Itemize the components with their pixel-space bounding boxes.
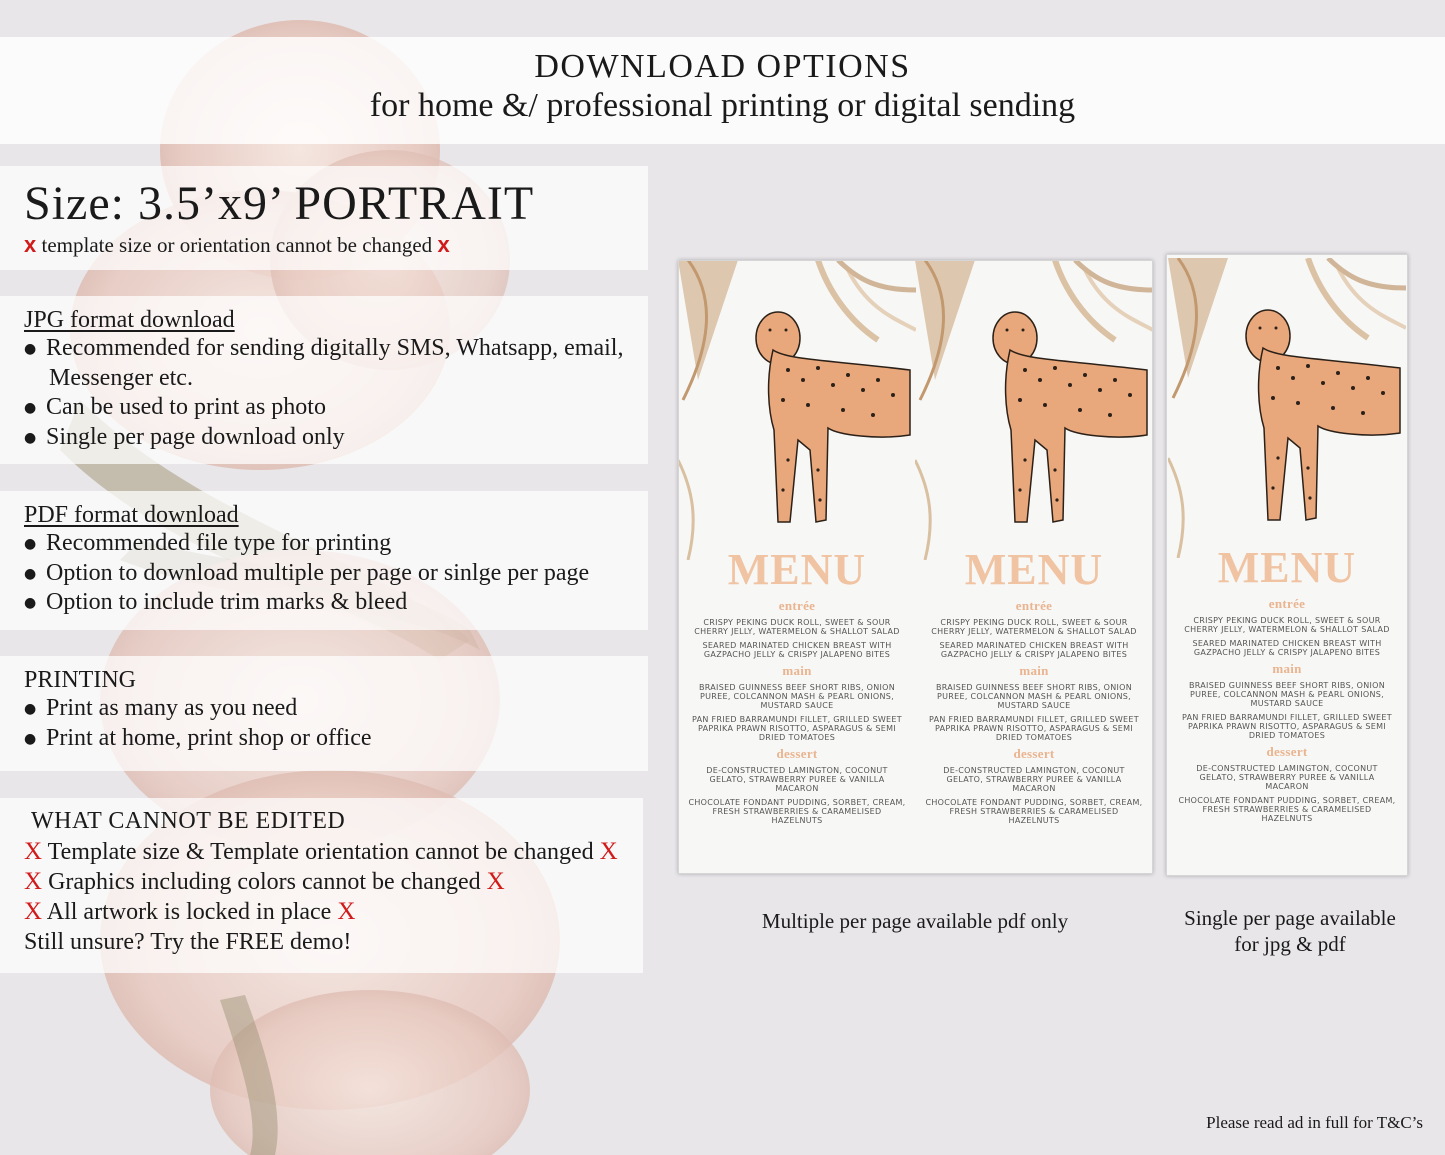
list-item: X Graphics including colors cannot be changed X <box>24 868 505 895</box>
menu-dish: CHOCOLATE FONDANT PUDDING, SORBET, CREAM, FRESH STRAWBERRIES & CARAMELISED HAZELNUTS <box>925 798 1143 825</box>
menu-dish: BRAISED GUINNESS BEEF SHORT RIBS, ONION PUREE, COLCANNON MASH & PEARL ONIONS, MUSTARD SAUCE <box>935 683 1133 710</box>
menu-dish: CRISPY PEKING DUCK ROLL, SWEET & SOUR CHERRY JELLY, WATERMELON & SHALLOT SALAD <box>931 618 1137 636</box>
menu-dish: PAN FRIED BARRAMUNDI FILLET, GRILLED SWEET PAPRIKA PRAWN RISOTTO, ASPARAGUS & SEMI DRIED TOMATOES <box>692 715 902 742</box>
x-mark-icon: X <box>24 898 43 925</box>
menu-sheet-single <box>1166 254 1408 876</box>
menu-title: MENU <box>727 545 867 594</box>
menu-dish: SEARED MARINATED CHICKEN BREAST WITH GAZPACHO JELLY & CRISPY JALAPENO BITES <box>939 641 1129 659</box>
menu-dish: SEARED MARINATED CHICKEN BREAST WITH GAZPACHO JELLY & CRISPY JALAPENO BITES <box>702 641 892 659</box>
x-mark-icon: x <box>24 232 37 257</box>
menu-dish: CRISPY PEKING DUCK ROLL, SWEET & SOUR CHERRY JELLY, WATERMELON & SHALLOT SALAD <box>694 618 900 636</box>
menu-dish: DE-CONSTRUCTED LAMINGTON, COCONUT GELATO, STRAWBERRY PUREE & VANILLA MACARON <box>1196 764 1378 791</box>
page-subtitle: for home &/ professional printing or digital sending <box>369 87 1076 124</box>
list-item: ● Print at home, print shop or office <box>24 724 648 754</box>
jpg-panel <box>0 296 648 464</box>
jpg-title: JPG format download <box>24 307 235 333</box>
list-item: ● Recommended file type for printing <box>24 529 648 559</box>
menu-title: MENU <box>1217 543 1357 592</box>
menu-dish: BRAISED GUINNESS BEEF SHORT RIBS, ONION PUREE, COLCANNON MASH & PEARL ONIONS, MUSTARD SAUCE <box>698 683 896 710</box>
menu-course-label: main <box>782 663 812 678</box>
x-mark-icon: X <box>599 838 618 865</box>
size-title: Size: 3.5’x9’ PORTRAIT <box>24 177 535 230</box>
x-mark-icon: X <box>486 868 505 895</box>
printing-list <box>24 694 648 753</box>
header-banner <box>0 37 1445 144</box>
x-mark-icon: x <box>437 232 450 257</box>
footer-note: Please read ad in full for T&C’s <box>1206 1113 1423 1132</box>
x-mark-icon: X <box>24 838 43 865</box>
list-item: X Template size & Template orientation cannot be changed X <box>24 838 618 865</box>
menu-course-label: entrée <box>1015 598 1053 613</box>
size-note <box>24 232 648 258</box>
size-panel <box>0 166 648 270</box>
cannot-edit-title: WHAT CANNOT BE EDITED <box>31 808 346 834</box>
page-title: DOWNLOAD OPTIONS <box>534 48 911 85</box>
cannot-edit-lines <box>24 837 643 957</box>
menu-dish: SEARED MARINATED CHICKEN BREAST WITH GAZPACHO JELLY & CRISPY JALAPENO BITES <box>1192 639 1382 657</box>
menu-course-label: main <box>1019 663 1049 678</box>
menu-course-label: dessert <box>776 746 818 761</box>
menu-course-label: main <box>1272 661 1302 676</box>
menu-dish: CRISPY PEKING DUCK ROLL, SWEET & SOUR CHERRY JELLY, WATERMELON & SHALLOT SALAD <box>1184 616 1390 634</box>
list-item: ● Recommended for sending digitally SMS, Whatsapp, email, Messenger etc. <box>24 334 648 393</box>
pdf-list <box>24 529 648 618</box>
caption-single: Single per page available for jpg & pdf <box>1184 906 1396 956</box>
menu-dish: CHOCOLATE FONDANT PUDDING, SORBET, CREAM, FRESH STRAWBERRIES & CARAMELISED HAZELNUTS <box>1178 796 1396 823</box>
menu-course-label: entrée <box>1268 596 1306 611</box>
menu-dish: PAN FRIED BARRAMUNDI FILLET, GRILLED SWEET PAPRIKA PRAWN RISOTTO, ASPARAGUS & SEMI DRIED TOMATOES <box>1182 713 1392 740</box>
menu-dish: DE-CONSTRUCTED LAMINGTON, COCONUT GELATO, STRAWBERRY PUREE & VANILLA MACARON <box>943 766 1125 793</box>
list-item: ● Single per page download only <box>24 423 648 453</box>
pdf-panel <box>0 491 648 630</box>
jpg-list <box>24 334 648 452</box>
menu-course-label: dessert <box>1266 744 1308 759</box>
list-item: ● Option to download multiple per page or sinlge per page <box>24 559 648 589</box>
printing-title: PRINTING <box>24 667 136 693</box>
menu-dish: DE-CONSTRUCTED LAMINGTON, COCONUT GELATO, STRAWBERRY PUREE & VANILLA MACARON <box>706 766 888 793</box>
cannot-edit-panel <box>0 798 643 973</box>
closing-line: Still unsure? Try the FREE demo! <box>24 929 352 955</box>
menu-sheet-multiple <box>678 260 1153 874</box>
menu-dish: BRAISED GUINNESS BEEF SHORT RIBS, ONION PUREE, COLCANNON MASH & PEARL ONIONS, MUSTARD SAUCE <box>1188 681 1386 708</box>
x-mark-icon: X <box>24 868 43 895</box>
caption-multiple: Multiple per page available pdf only <box>761 909 1069 933</box>
list-item: X All artwork is locked in place X <box>24 898 356 925</box>
list-item: ● Can be used to print as photo <box>24 393 648 423</box>
list-item: ● Option to include trim marks & bleed <box>24 588 648 618</box>
size-note-text: template size or orientation cannot be changed <box>41 233 433 257</box>
printing-panel <box>0 656 648 771</box>
pdf-title: PDF format download <box>24 502 239 528</box>
list-item: ● Print as many as you need <box>24 694 648 724</box>
menu-course-label: dessert <box>1013 746 1055 761</box>
menu-course-label: entrée <box>778 598 816 613</box>
menu-title: MENU <box>964 545 1104 594</box>
x-mark-icon: X <box>337 898 356 925</box>
menu-dish: CHOCOLATE FONDANT PUDDING, SORBET, CREAM, FRESH STRAWBERRIES & CARAMELISED HAZELNUTS <box>688 798 906 825</box>
menu-dish: PAN FRIED BARRAMUNDI FILLET, GRILLED SWEET PAPRIKA PRAWN RISOTTO, ASPARAGUS & SEMI DRIED TOMATOES <box>929 715 1139 742</box>
